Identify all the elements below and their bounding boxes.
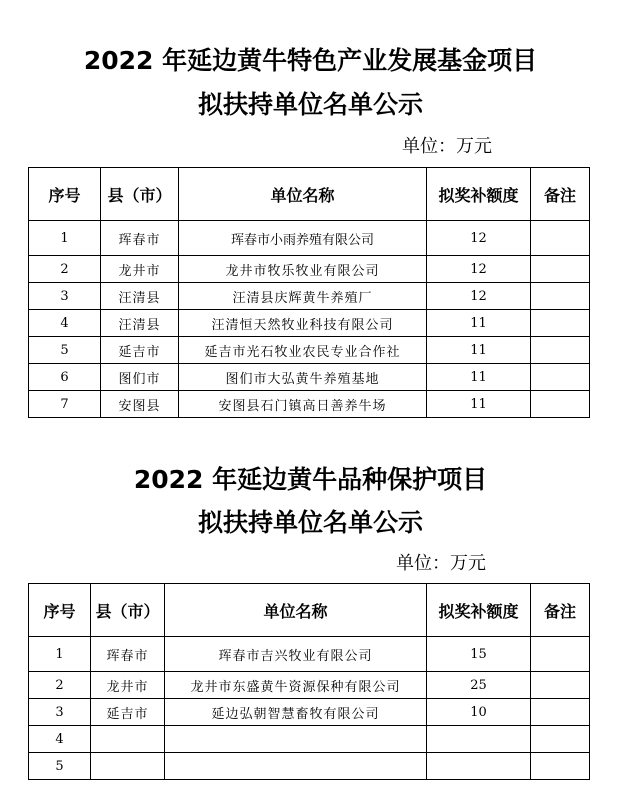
cell-county: 汪清县	[101, 310, 179, 337]
table-row	[29, 283, 590, 310]
cell-unit-name: 汪清恒天然牧业科技有限公司	[179, 310, 427, 337]
cell-county: 汪清县	[101, 283, 179, 310]
header-note: 备注	[531, 584, 590, 637]
cell-unit-name: 龙井市东盛黄牛资源保种有限公司	[165, 672, 427, 699]
cell-county: 龙井市	[101, 256, 179, 283]
cell-note	[531, 699, 590, 726]
cell-county: 图们市	[101, 364, 179, 391]
cell-county	[91, 726, 165, 753]
cell-no: 1	[29, 221, 101, 256]
cell-note	[531, 726, 590, 753]
cell-note	[531, 283, 590, 310]
cell-county: 龙井市	[91, 672, 165, 699]
section1-table	[28, 167, 590, 418]
section2-unit: 单位：万元	[396, 553, 486, 574]
table-row	[29, 221, 590, 256]
header-amount: 拟奖补额度	[427, 584, 531, 637]
table-row	[29, 699, 590, 726]
cell-amount: 12	[427, 256, 531, 283]
header-no: 序号	[29, 584, 91, 637]
cell-note	[531, 256, 590, 283]
header-note: 备注	[531, 168, 590, 221]
section1-unit: 单位：万元	[402, 136, 492, 157]
cell-county: 延吉市	[91, 699, 165, 726]
cell-unit-name: 汪清县庆辉黄牛养殖厂	[179, 283, 427, 310]
cell-no: 5	[29, 337, 101, 364]
cell-amount: 11	[427, 364, 531, 391]
cell-county: 延吉市	[101, 337, 179, 364]
header-county: 县（市）	[101, 168, 179, 221]
cell-unit-name: 图们市大弘黄牛养殖基地	[179, 364, 427, 391]
section1-title-line1: 2022 年延边黄牛特色产业发展基金项目	[83, 46, 538, 75]
section2-title-line1: 2022 年延边黄牛品种保护项目	[133, 465, 488, 494]
cell-no: 3	[29, 699, 91, 726]
table-header-row	[29, 584, 590, 637]
cell-note	[531, 753, 590, 780]
cell-note	[531, 364, 590, 391]
table-row	[29, 637, 590, 672]
cell-amount	[427, 726, 531, 753]
cell-amount: 10	[427, 699, 531, 726]
cell-note	[531, 391, 590, 418]
cell-unit-name: 龙井市牧乐牧业有限公司	[179, 256, 427, 283]
header-amount: 拟奖补额度	[427, 168, 531, 221]
cell-note	[531, 672, 590, 699]
table-row	[29, 672, 590, 699]
header-unit-name: 单位名称	[165, 584, 427, 637]
table-row	[29, 256, 590, 283]
cell-amount: 11	[427, 391, 531, 418]
cell-amount: 15	[427, 637, 531, 672]
section2-title-line2: 拟扶持单位名单公示	[197, 508, 423, 537]
cell-unit-name: 珲春市小雨养殖有限公司	[179, 221, 427, 256]
cell-amount: 12	[427, 221, 531, 256]
section2-table	[28, 583, 590, 780]
cell-no: 1	[29, 637, 91, 672]
cell-county	[91, 753, 165, 780]
cell-no: 5	[29, 753, 91, 780]
cell-county: 珲春市	[101, 221, 179, 256]
table-row	[29, 726, 590, 753]
cell-amount: 11	[427, 337, 531, 364]
cell-amount: 12	[427, 283, 531, 310]
header-no: 序号	[29, 168, 101, 221]
header-unit-name: 单位名称	[179, 168, 427, 221]
cell-unit-name: 安图县石门镇高日善养牛场	[179, 391, 427, 418]
table-row	[29, 337, 590, 364]
cell-note	[531, 221, 590, 256]
cell-no: 2	[29, 256, 101, 283]
cell-unit-name: 珲春市吉兴牧业有限公司	[165, 637, 427, 672]
table-row	[29, 753, 590, 780]
cell-unit-name	[165, 726, 427, 753]
cell-amount: 11	[427, 310, 531, 337]
cell-amount: 25	[427, 672, 531, 699]
table-header-row	[29, 168, 590, 221]
cell-county: 珲春市	[91, 637, 165, 672]
section1-title-line2: 拟扶持单位名单公示	[197, 90, 423, 119]
cell-amount	[427, 753, 531, 780]
table-row	[29, 364, 590, 391]
table-row	[29, 310, 590, 337]
cell-unit-name: 延边弘朝智慧畜牧有限公司	[165, 699, 427, 726]
cell-note	[531, 310, 590, 337]
cell-unit-name: 延吉市光石牧业农民专业合作社	[179, 337, 427, 364]
cell-note	[531, 337, 590, 364]
header-county: 县（市）	[91, 584, 165, 637]
cell-no: 4	[29, 310, 101, 337]
cell-no: 3	[29, 283, 101, 310]
cell-unit-name	[165, 753, 427, 780]
cell-no: 4	[29, 726, 91, 753]
cell-no: 2	[29, 672, 91, 699]
cell-no: 7	[29, 391, 101, 418]
table-row	[29, 391, 590, 418]
cell-no: 6	[29, 364, 101, 391]
cell-county: 安图县	[101, 391, 179, 418]
cell-note	[531, 637, 590, 672]
